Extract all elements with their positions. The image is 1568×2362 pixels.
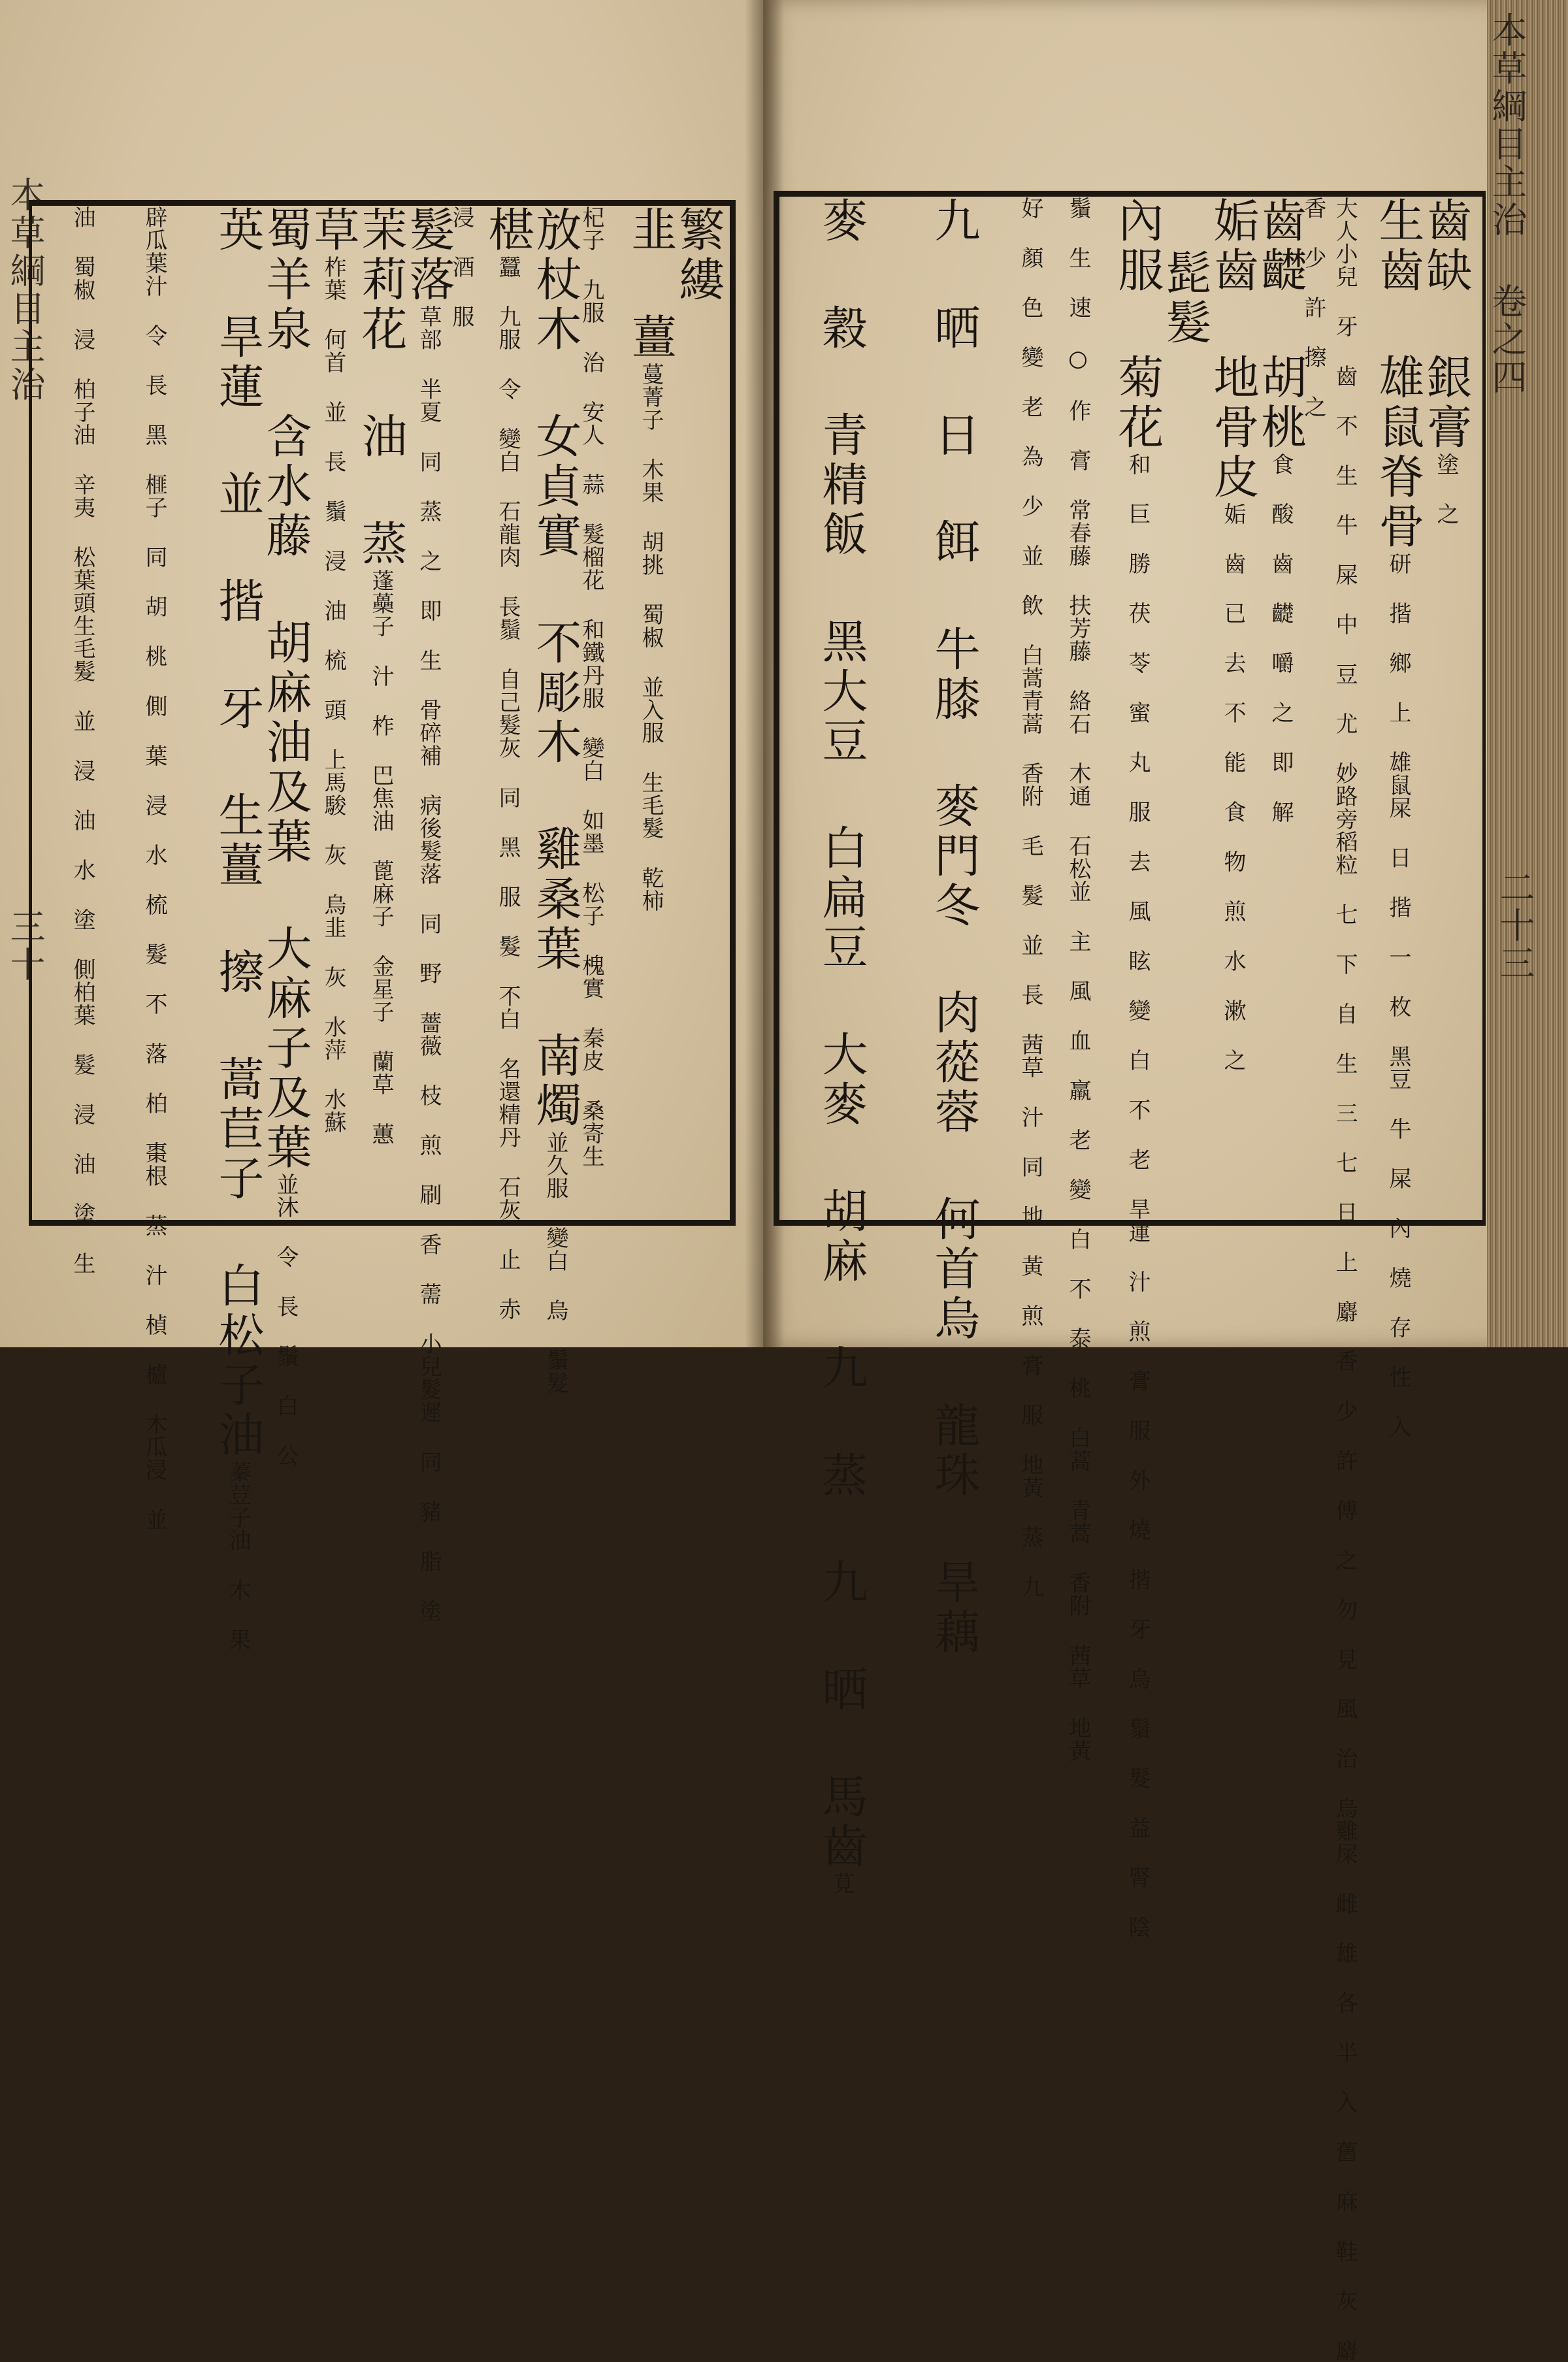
text-column: 杞子 九服 治 安人 蒜 髮榴花 和鐵丹服 變白 如墨 松子 槐實 秦皮 桑寄生: [578, 206, 604, 1168]
text-column: 齒齼 胡桃食 酸 齒 齼 嚼 之 即 解: [1254, 197, 1307, 823]
text-column: 內服 菊花和 巨 勝 茯 苓 蜜 丸 服 去 風 眩 變 白 不 老 旱蓮 汁 煎 膏 服 外 燒 揩 牙 烏 鬚 髮 益 腎 陰: [1111, 197, 1164, 1939]
text-column: 蜀羊泉 含水藤 胡麻油及葉 大麻子及葉並沐 令 長 鬚 白 公: [259, 206, 312, 1467]
text-column: 英 旱蓮 並 揩 牙 生薑 擦 蒿苣子 白松子油蓁荳子油 木 果: [211, 206, 265, 1651]
text-column: 大人小兒 牙 齒 不 生 牛 屎 中 豆 尤 妙路旁稻粒 七 下 自 生 三 七 日 上 麝 香 少 許 傅 之 勿 見 風 治 烏雞屎 雌 雄 各 半 入 舊 麻 鞋 灰 麝: [1331, 197, 1358, 2362]
text-column: 椹蠶 九服 令 變白 石龍肉 長鬚 自己髮灰 同 黑 服 髮 不白 名還精丹 石灰 止 赤: [481, 206, 534, 1320]
right-folio-number: 二十三: [1494, 869, 1535, 983]
text-column: 浸 酒 服: [448, 206, 474, 328]
text-column: 油 蜀椒 浸 柏子油 辛夷 松葉頭生毛髮 並 浸 油 水 塗 側柏葉 髮 浸 油 塗 生: [69, 206, 95, 1275]
text-column: 草柞葉 何首 並 長 鬚 浸 油 梳 頭 上馬駿 灰 烏韭 灰 水萍 水蘇: [306, 206, 360, 1134]
text-column: 香 少 許 擦 之: [1300, 197, 1326, 418]
section-heading: 髭髮: [1158, 249, 1212, 348]
text-column: 生齒 雄鼠脊骨研 揩 鄉 上 雄鼠屎 日 揩 一 枚 黑豆 牛 屎 內 燒 存 性 入: [1371, 197, 1425, 1438]
text-column: 齒缺 銀膏塗 之: [1419, 197, 1473, 525]
right-text-frame: [774, 191, 1486, 2362]
left-running-title: 本草綱目主治: [5, 176, 46, 404]
left-folio-number: 三十: [5, 908, 46, 984]
text-column: 鬚 生 速 ○ 作 膏 常春藤 扶芳藤 絡石 木通 石松並 主 風 血 羸 老 變 白 不 泰 桃 白蒿 青蒿 香附 茜草 地黃: [1065, 197, 1091, 1762]
right-running-title: 本草綱目主治 卷之四: [1486, 12, 1527, 397]
left-page: [0, 0, 764, 1651]
text-column: 九 晒 日 餌 牛膝 麥門冬 肉蓯蓉 何首烏 龍珠 旱藕: [927, 197, 981, 1658]
text-column: 茉莉花 油 蒸蓬蘽子 汁 柞 巴焦油 蓖麻子 金星子 蘭草 蕙: [354, 206, 408, 1145]
text-column: 放杖木 女貞實 不彫木 雞桑葉 南燭並久服 變白 烏 鬚髮: [529, 206, 582, 1394]
text-column: 韭 薑蔓菁子 木果 胡挑 蜀椒 並入服 生毛髮 乾柿: [624, 206, 678, 912]
text-column: 麥 穀 青精飯 黑大豆 白扁豆 大麥 胡麻 九 蒸 九 晒 馬齒莧: [815, 197, 868, 1895]
left-text-frame: [29, 200, 736, 1651]
text-column: 辟瓜葉汁 令 長 黑 榧子 同 胡 桃 側 葉 浸 水 梳 髮 不 落 柏 棗根 蒸 汁 楨 櫨 木瓜浸 並: [141, 206, 167, 1531]
text-column: 好 顏 色 變 老 為 少 並 飲 白蒿青蒿 香附 毛 髮 並 長 茜草 汁 同 地 黃 煎 膏 服 地黃 蒸 九: [1017, 197, 1043, 1598]
text-column: 姤齒 地骨皮姤 齒 已 去 不 能 食 物 煎 水 漱 之: [1206, 197, 1260, 1072]
text-column: 髮落草部 半夏 同 蒸 之 即 生 骨碎補 病後髮落 同 野 薔薇 枝 煎 刷 香 薷 小兒髮遲 同 豬 脂 塗: [402, 206, 455, 1622]
text-column: 繁縷: [672, 206, 725, 305]
